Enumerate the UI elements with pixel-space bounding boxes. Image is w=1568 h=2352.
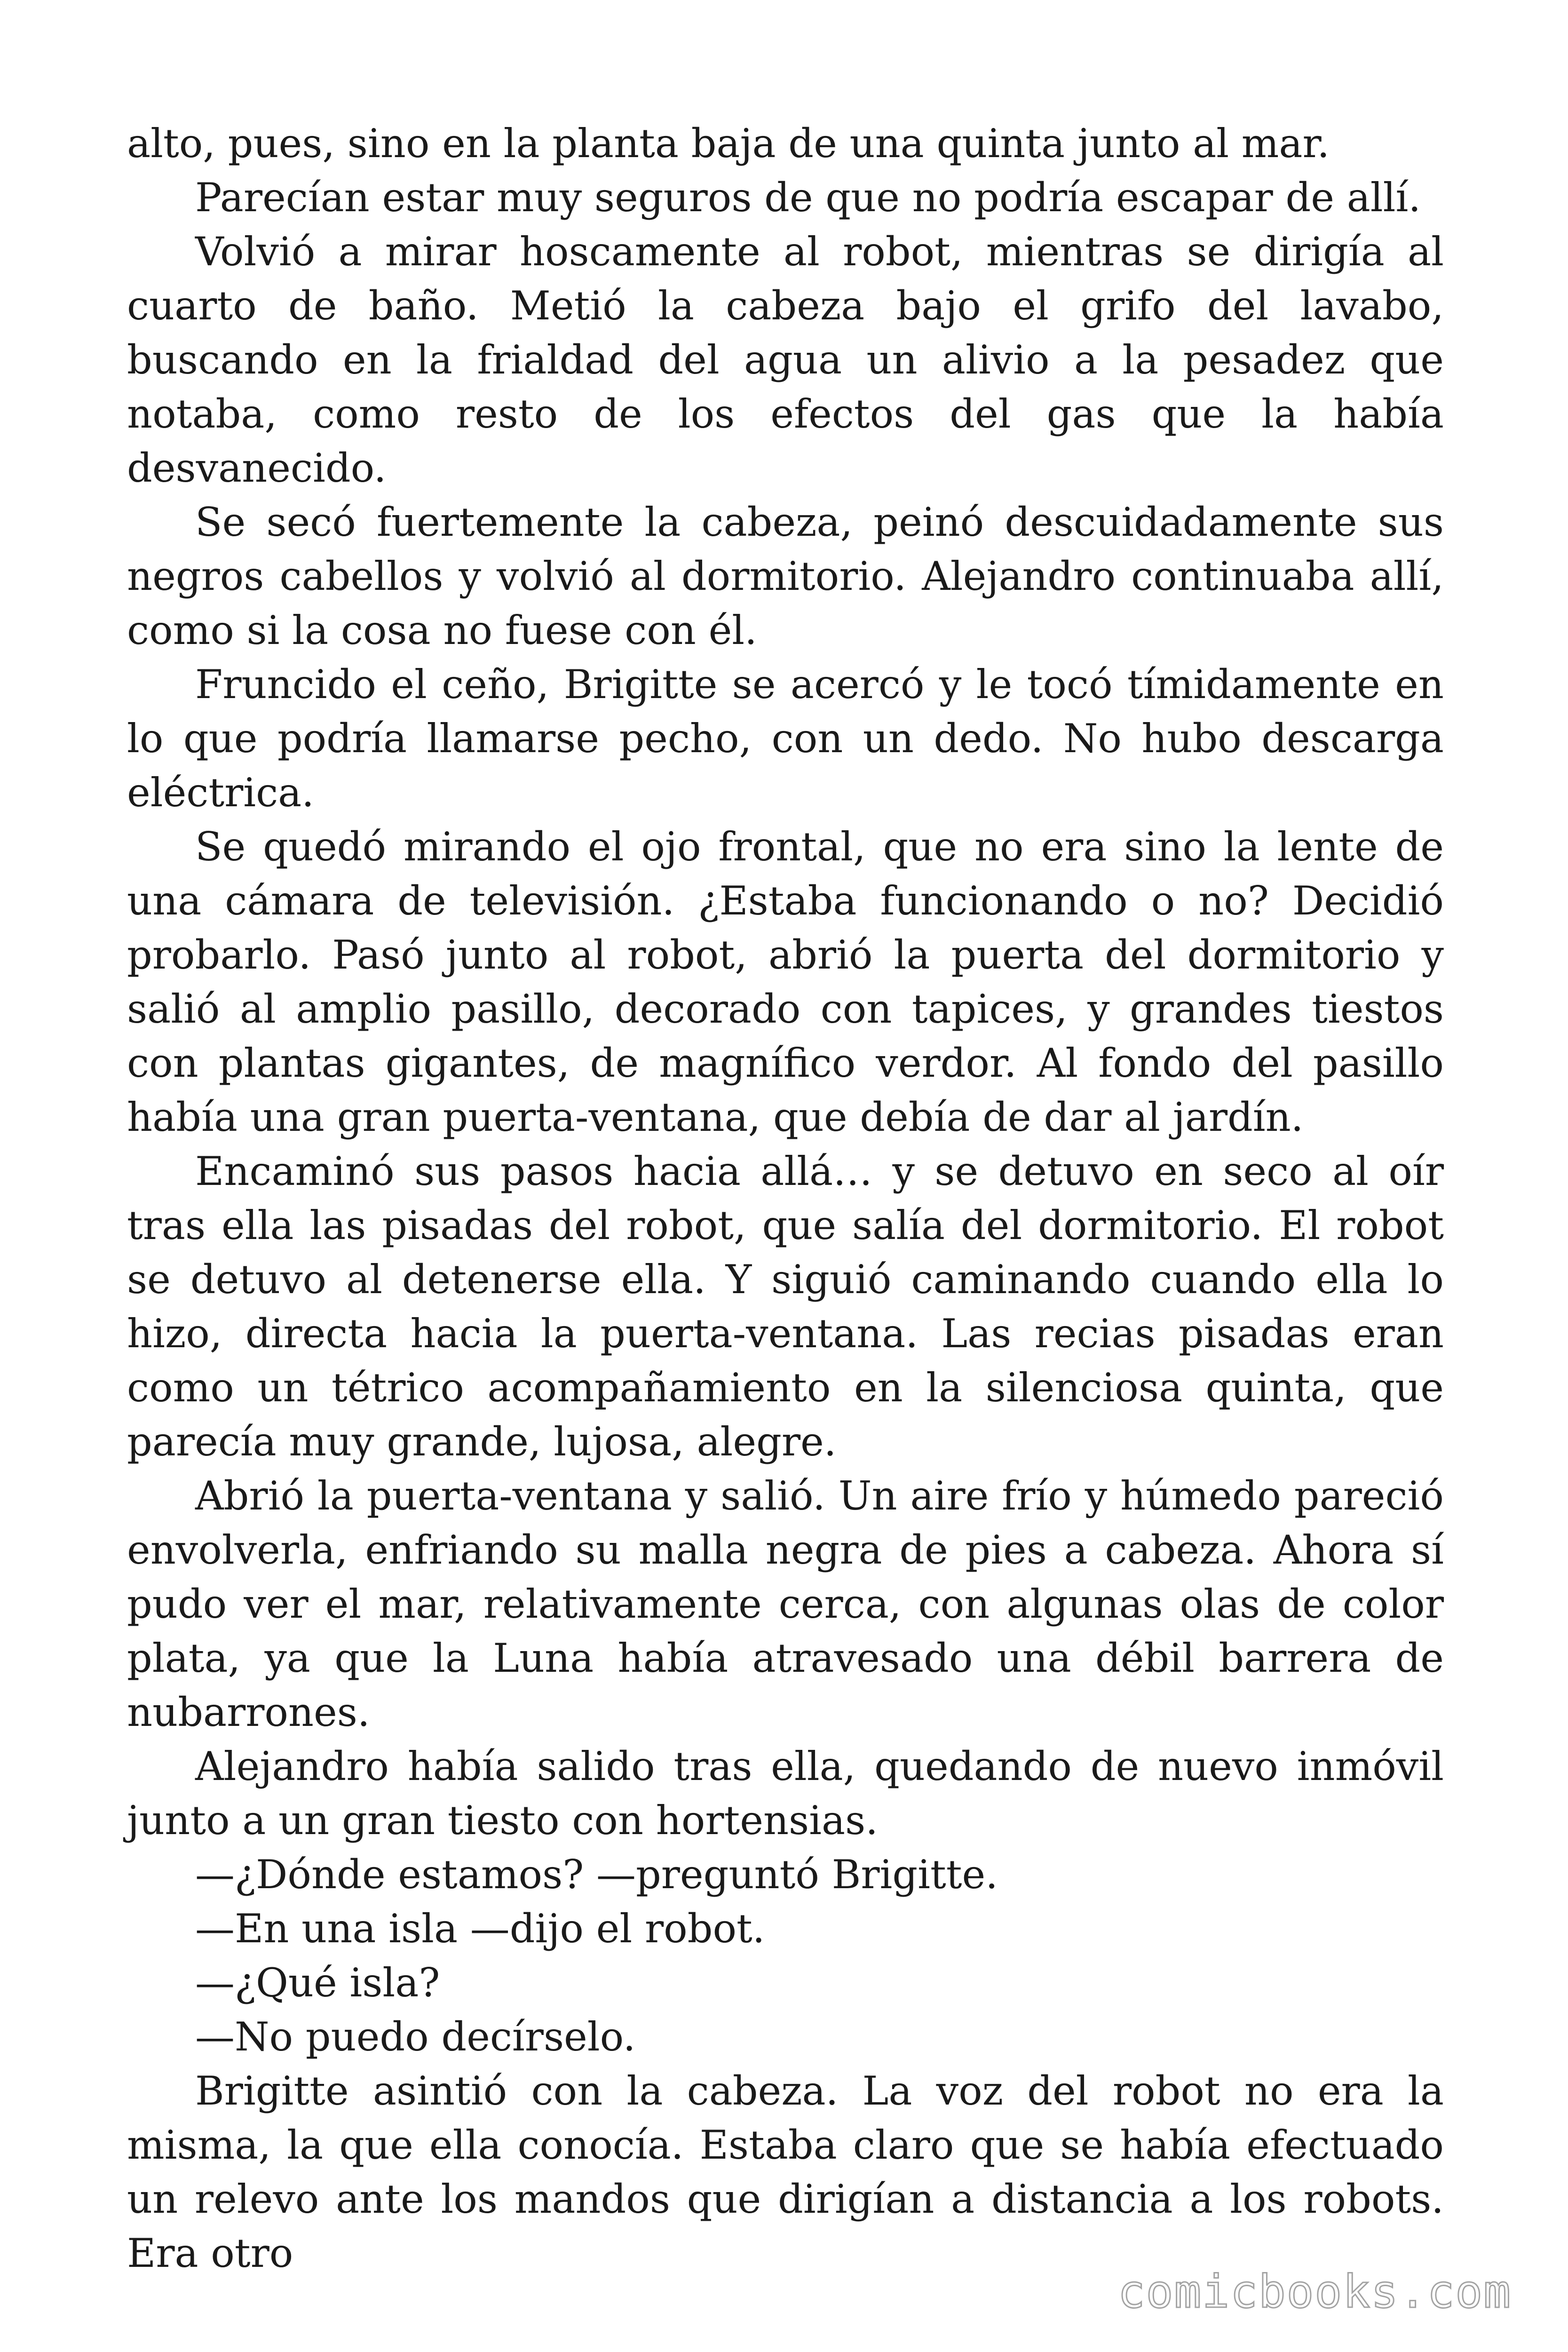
paragraph: Se secó fuertemente la cabeza, peinó descuidadamente sus negros cabellos y volvió al dormitorio. Alejandro continuaba allí, como si la cosa no fuese con él. [127,499,1444,653]
dialogue-line: —¿Qué isla? [195,1960,440,2006]
paragraph: Abrió la puerta-ventana y salió. Un aire frío y húmedo pareció envolverla, enfriando su malla negra de pies a cabeza. Ahora sí pudo ver el mar, relativamente cerca, con algunas olas de color plata, ya que la Luna había atravesado una débil barrera de nubarrones. [127,1473,1444,1735]
paragraph: Volvió a mirar hoscamente al robot, mientras se dirigía al cuarto de baño. Metió la cabeza bajo el grifo del lavabo, buscando en la frialdad del agua un alivio a la pesadez que notaba, como resto de los efectos del gas que la había desvanecido. [127,229,1444,491]
dialogue-line: —¿Dónde estamos? —preguntó Brigitte. [195,1851,998,1898]
dialogue-line: —No puedo decírselo. [195,2014,636,2060]
paragraph: Se quedó mirando el ojo frontal, que no era sino la lente de una cámara de televisión. ¿Estaba funcionando o no? Decidió probarlo. Pasó junto al robot, abrió la puerta del dormitorio y salió al amplio pasillo, decorado con tapices, y grandes tiestos con plantas gigantes, de magnífico verdor. Al fondo del pasillo había una gran puerta-ventana, que debía de dar al jardín. [127,824,1444,1140]
paragraph: Encaminó sus pasos hacia allá… y se detuvo en seco al oír tras ella las pisadas del robot, que salía del dormitorio. El robot se detuvo al detenerse ella. Y siguió caminando cuando ella lo hizo, directa hacia la puerta-ventana. Las recias pisadas eran como un tétrico acompañamiento en la silenciosa quinta, que parecía muy grande, lujosa, alegre. [127,1148,1444,1465]
paragraph: Alejandro había salido tras ella, quedando de nuevo inmóvil junto a un gran tiesto con hortensias. [127,1743,1444,1843]
watermark: comicbooks.com [1117,2265,1512,2318]
page-body [127,117,1444,2280]
paragraph: alto, pues, sino en la planta baja de una quinta junto al mar. [127,120,1330,167]
paragraph: Brigitte asintió con la cabeza. La voz del robot no era la misma, la que ella conocía. Estaba claro que se había efectuado un relevo ante los mandos que dirigían a distancia a los robots. Era otro [127,2068,1444,2276]
paragraph: Fruncido el ceño, Brigitte se acercó y le tocó tímidamente en lo que podría llamarse pecho, con un dedo. No hubo descarga eléctrica. [127,661,1444,816]
dialogue-line: —En una isla —dijo el robot. [195,1906,765,1952]
paragraph: Parecían estar muy seguros de que no podría escapar de allí. [195,175,1421,221]
